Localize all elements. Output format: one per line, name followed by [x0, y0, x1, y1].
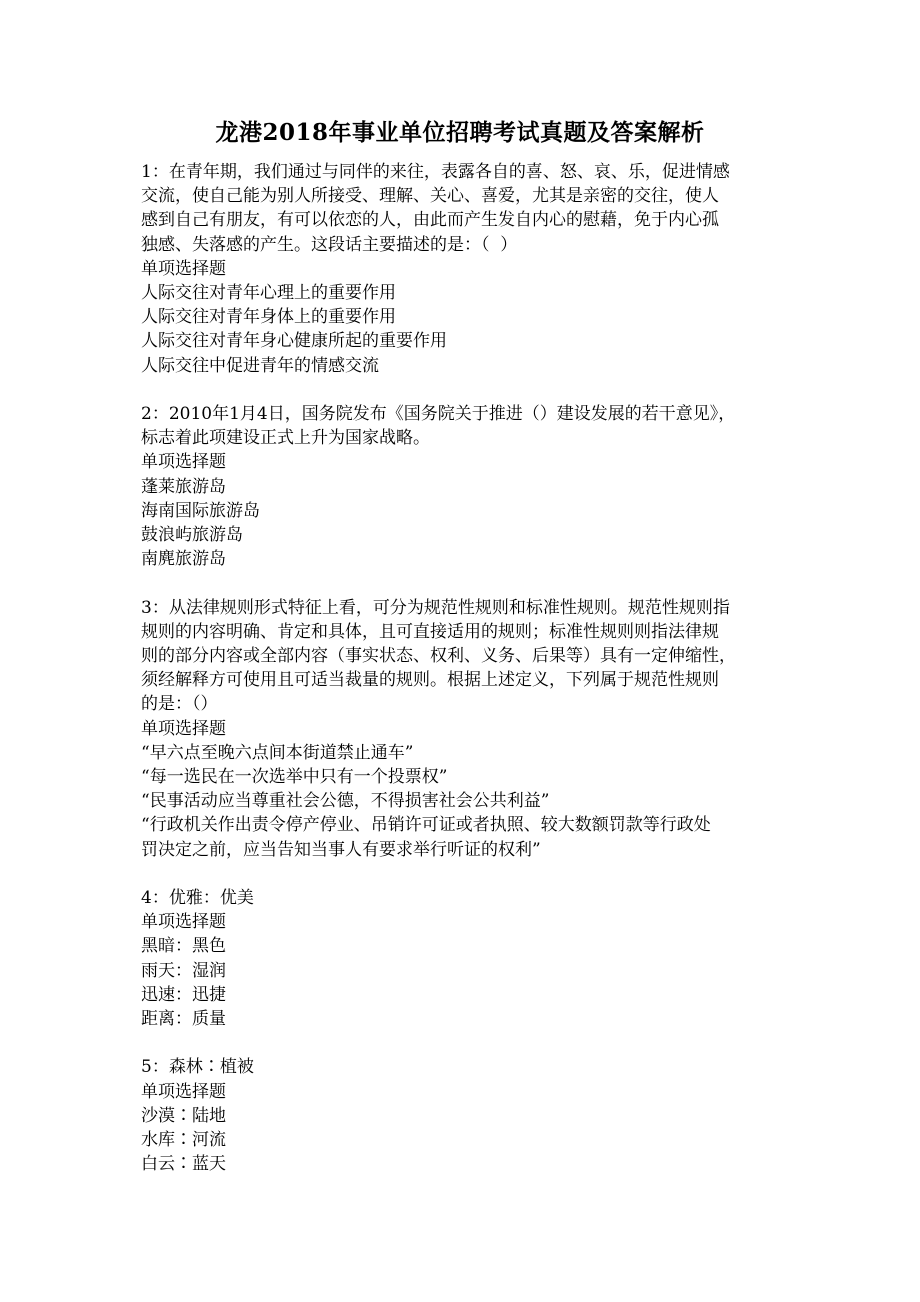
- question-5: [141, 1055, 791, 1176]
- answer-option: 白云∶蓝天: [141, 1154, 226, 1175]
- question-4: [141, 886, 791, 1031]
- question-type: 单项选择题: [141, 912, 226, 933]
- question-type: 单项选择题: [141, 452, 226, 473]
- answer-option: “早六点至晚六点间本街道禁止通车”: [141, 742, 414, 763]
- question-text-line: 的是：（）: [141, 694, 218, 715]
- answer-option: 迅速：迅捷: [141, 984, 226, 1005]
- question-text-line: 规则的内容明确、肯定和具体，且可直接适用的规则；标准性规则则指法律规: [141, 621, 719, 642]
- question-text-line: 独感、失落感的产生。这段话主要描述的是：（ ）: [141, 234, 518, 255]
- question-type: 单项选择题: [141, 718, 226, 739]
- question-type: 单项选择题: [141, 1081, 226, 1102]
- question-text-line: 3：从法律规则形式特征上看，可分为规范性规则和标准性规则。规范性规则指: [141, 597, 730, 618]
- question-type: 单项选择题: [141, 258, 226, 279]
- question-1: [141, 160, 791, 378]
- question-list: [141, 160, 791, 1201]
- answer-option: “每一选民在一次选举中只有一个投票权”: [141, 767, 448, 788]
- question-text-line: 交流，使自己能为别人所接受、理解、关心、喜爱，尤其是亲密的交往，使人: [141, 186, 719, 207]
- question-text-line: 1：在青年期，我们通过与同伴的来往，表露各自的喜、怒、哀、乐，促进情感: [141, 162, 730, 182]
- answer-option: 人际交往中促进青年的情感交流: [141, 355, 379, 376]
- answer-option: 黑暗：黑色: [141, 936, 226, 957]
- answer-option: 沙漠∶陆地: [141, 1105, 226, 1126]
- question-text-line: 4：优雅：优美: [141, 888, 254, 909]
- question-text-line: 标志着此项建设正式上升为国家战略。: [141, 428, 430, 449]
- answer-option: “行政机关作出责令停产停业、吊销许可证或者执照、较大数额罚款等行政处 罚决定之前，应当告知当事人有要求举行听证的权利”: [141, 815, 711, 860]
- question-text-line: 感到自己有朋友，有可以依恋的人，由此而产生发自内心的慰藉，免于内心孤: [141, 210, 719, 231]
- answer-option: 雨天：湿润: [141, 960, 226, 981]
- answer-option: 蓬莱旅游岛: [141, 476, 226, 497]
- question-3: [141, 596, 791, 862]
- answer-option: 人际交往对青年身心健康所起的重要作用: [141, 331, 447, 352]
- answer-option: 人际交往对青年心理上的重要作用: [141, 283, 396, 304]
- answer-option: 距离：质量: [141, 1009, 226, 1030]
- question-text-line: 5：森林∶植被: [141, 1057, 254, 1078]
- page-title: 龙港2018年事业单位招聘考试真题及答案解析: [215, 119, 705, 146]
- answer-option: 海南国际旅游岛: [141, 500, 260, 521]
- question-text-line: 须经解释方可使用且可适当裁量的规则。根据上述定义，下列属于规范性规则: [141, 670, 719, 691]
- answer-option: 水库∶河流: [141, 1130, 226, 1151]
- question-text-line: 则的部分内容或全部内容（事实状态、权利、义务、后果等）具有一定伸缩性，: [141, 646, 736, 667]
- answer-option: 南麂旅游岛: [141, 549, 226, 570]
- answer-option: “民事活动应当尊重社会公德，不得损害社会公共利益”: [141, 791, 550, 812]
- question-text-line: 2：2010年1月4日，国务院发布《国务院关于推进（）建设发展的若干意见》，: [141, 404, 736, 425]
- answer-option: 鼓浪屿旅游岛: [141, 525, 243, 546]
- answer-option: 人际交往对青年身体上的重要作用: [141, 307, 396, 328]
- question-2: [141, 402, 791, 571]
